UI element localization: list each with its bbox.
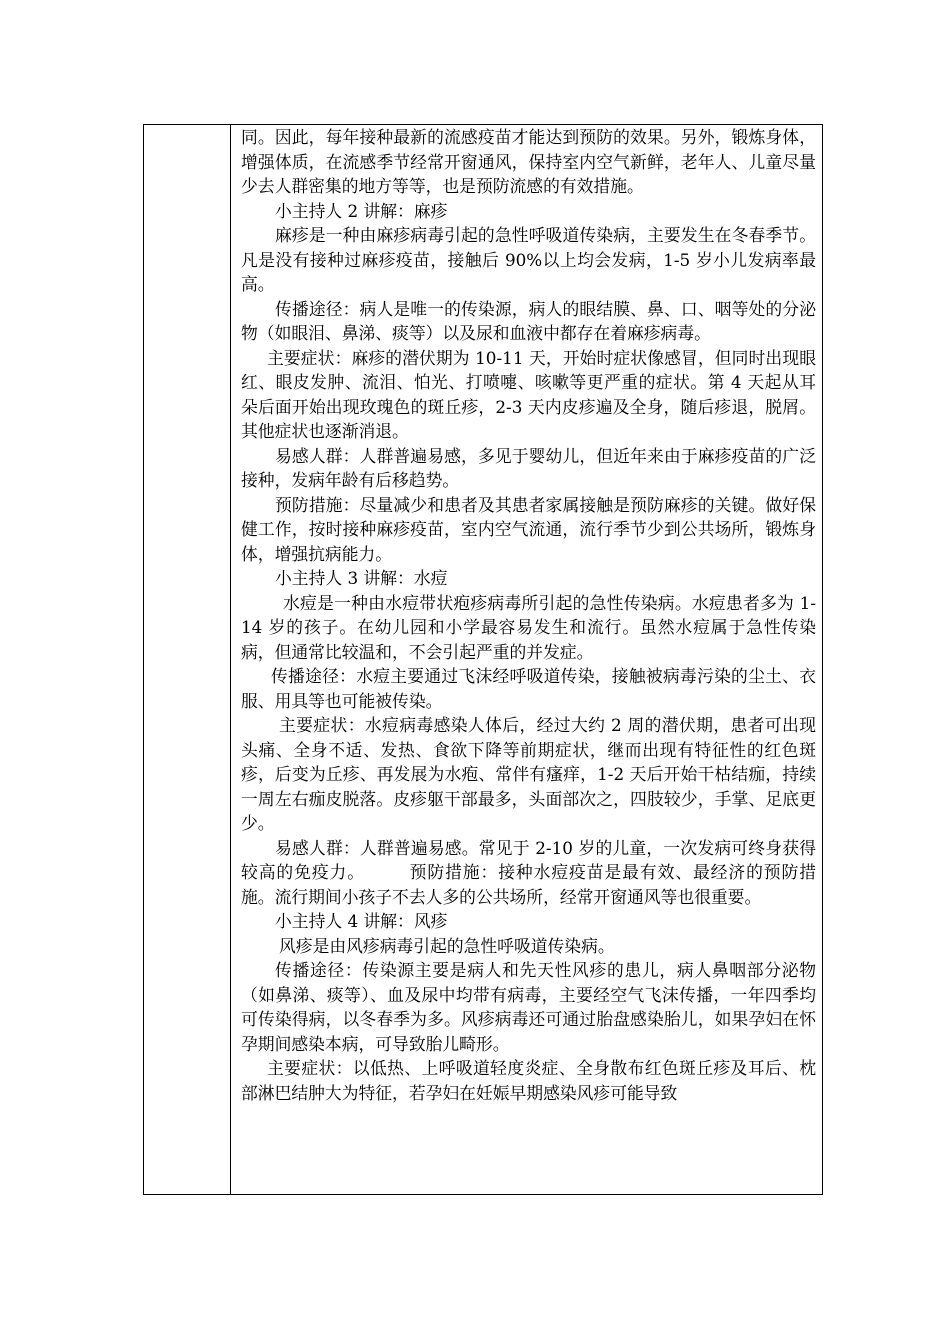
- paragraph-rubella-transmission: 传播途径：传染源主要是病人和先天性风疹的患儿，病人鼻咽部分泌物（如鼻涕、痰等）、血及尿中均带有病毒，主要经空气飞沫传播，一年四季均可传染得病，以冬春季为多。风疹病毒还可通过胎盘感染胎儿，如果孕妇在怀孕期间感染本病，可导致胎儿畸形。: [241, 960, 816, 1054]
- heading-measles: 小主持人 2 讲解：麻疹: [275, 200, 448, 221]
- heading-chickenpox: 小主持人 3 讲解：水痘: [275, 568, 448, 588]
- paragraph-measles-susceptible: 易感人群：人群普遍易感，多见于婴幼儿，但近年来由于麻疹疫苗的广泛接种，发病年龄有后移趋势。: [241, 445, 816, 490]
- paragraph-rubella-symptoms: 主要症状：以低热、上呼吸道轻度炎症、全身散布红色斑丘疹及耳后、枕部淋巴结肿大为特征，若孕妇在妊娠早期感染风疹可能导致: [241, 1058, 816, 1103]
- heading-rubella: 小主持人 4 讲解：风疹: [275, 911, 448, 931]
- paragraph-chickenpox-susceptible-prevention: 易感人群：人群普遍易感。常见于 2-10 岁的儿童，一次发病可终身获得较高的免疫力。 预防措施：接种水痘疫苗是最有效、最经济的预防措施。流行期间小孩子不去人多的公共场所，经常开窗通风等也很重要。: [241, 837, 816, 907]
- paragraph-flu-prevention: 同。因此，每年接种最新的流感疫苗才能达到预防的效果。另外，锻炼身体，增强体质，在流感季节经常开窗通风，保持室内空气新鲜，老年人、儿童尽量少去人群密集的地方等等，也是预防流感的有效措施。: [241, 127, 816, 196]
- paragraph-chickenpox-intro: 水痘是一种由水痘带状疱疹病毒所引起的急性传染病。水痘患者多为 1-14 岁的孩子。在幼儿园和小学最容易发生和流行。虽然水痘属于急性传染病，但通常比较温和，不会引起严重的并发症。: [241, 592, 816, 662]
- paragraph-measles-symptoms: 主要症状：麻疹的潜伏期为 10-11 天，开始时症状像感冒，但同时出现眼红、眼皮发肿、流泪、怕光、打喷嚏、咳嗽等更严重的症状。第 4 天起从耳朵后面开始出现玫瑰色的斑丘疹，2-3 天内皮疹遍及全身，随后疹退，脱屑。其他症状也逐渐消退。: [241, 347, 816, 441]
- paragraph-chickenpox-symptoms: 主要症状：水痘病毒感染人体后，经过大约 2 周的潜伏期，患者可出现头痛、全身不适、发热、食欲下降等前期症状，继而出现有特征性的红色斑疹，后变为丘疹、再发展为水疱、常伴有瘙痒，1-2 天后开始干枯结痂，持续一周左右痂皮脱落。皮疹躯干部最多，头面部次之，四肢较少，手掌、足底更少。: [241, 715, 816, 833]
- paragraph-measles-transmission: 传播途径：病人是唯一的传染源，病人的眼结膜、鼻、口、咽等处的分泌物（如眼泪、鼻涕、痰等）以及尿和血液中都存在着麻疹病毒。: [241, 298, 816, 343]
- table-right-cell: [231, 125, 822, 1105]
- paragraph-chickenpox-transmission: 传播途径：水痘主要通过飞沫经呼吸道传染，接触被病毒污染的尘土、衣服、用具等也可能被传染。: [241, 666, 816, 711]
- content-table: [143, 124, 823, 1195]
- paragraph-measles-intro: 麻疹是一种由麻疹病毒引起的急性呼吸道传染病，主要发生在冬春季节。凡是没有接种过麻疹疫苗，接触后 90%以上均会发病，1-5 岁小儿发病率最高。: [241, 225, 816, 294]
- table-left-cell: [144, 125, 230, 1194]
- paragraph-measles-prevention: 预防措施：尽量减少和患者及其患者家属接触是预防麻疹的关键。做好保健工作，按时接种麻疹疫苗，室内空气流通，流行季节少到公共场所，锻炼身体，增强抗病能力。: [241, 494, 816, 564]
- paragraph-rubella-intro: 风疹是由风疹病毒引起的急性呼吸道传染病。: [279, 935, 615, 956]
